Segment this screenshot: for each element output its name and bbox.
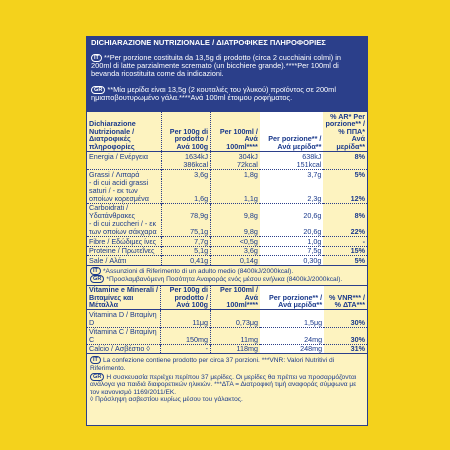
value-pct: 31% — [324, 344, 367, 353]
reference-intake-note — [87, 265, 367, 285]
value-100ml: 9,8g — [211, 220, 260, 237]
footer-note-it — [90, 356, 364, 372]
vitamins-header-pct: % VNR*** / % ΔΤΑ*** — [324, 285, 367, 310]
reference-text-it: *Assunzioni di Riferimento di un adulto medio (8400kJ/2000kcal). — [102, 267, 294, 275]
value-100g: 0,41g — [161, 256, 210, 265]
nutrient-name: Fibre / Εδώδιμες ίνες — [87, 237, 161, 247]
value-pct: 22% — [350, 226, 365, 236]
vitamins-header-100g: Per 100g di prodotto / Ανά 100g — [161, 285, 211, 310]
nutrient-name: Energia / Ενέργεια — [87, 152, 161, 161]
nutrient-name: Carboidrati / Υδατάνθρακες — [87, 203, 161, 220]
footer-text-gr: Η συσκευασία περιέχει περίπου 37 μερίδες. Οι μερίδες θα πρέπει να προσαρμόζονται ανάλογα για παιδιά διαφορετικών ηλικιών. ***ΔΤΑ = Διατροφική τιμή αναφοράς σύμφωνα με τον κανονισμό 1169/2011/ΕΚ. — [90, 373, 357, 396]
value-portion: 0,30g — [260, 256, 324, 265]
value-portion: 20,6g — [260, 220, 324, 237]
nutrient-name: - di cui acidi grassi saturi / - εκ των οποίων κορεσμένα — [89, 178, 149, 203]
label-header — [87, 37, 367, 112]
language-code-it: IT — [90, 267, 101, 275]
value-100g: 11μg — [161, 310, 211, 327]
footer-note-gr — [90, 373, 364, 397]
table-row — [87, 161, 367, 170]
nutrient-name — [87, 161, 161, 170]
value-100ml: 1,8g — [211, 170, 260, 179]
table-row — [87, 327, 367, 344]
value-100ml: 0,73μg — [211, 310, 260, 327]
value-100ml: 118mg — [211, 344, 260, 353]
table-row — [87, 203, 367, 220]
vitamins-table — [87, 285, 367, 354]
nutrition-header-100ml: Per 100ml / Ανά 100ml**** — [211, 112, 260, 151]
value-100g: 386kcal — [161, 161, 210, 170]
table-row — [87, 344, 367, 353]
value-pct: 5% — [323, 256, 367, 265]
table-row — [87, 310, 367, 327]
value-100g: - — [161, 344, 211, 353]
value-portion: 2,3g — [260, 179, 324, 203]
nutrient-name: Grassi / Λιπαρά — [87, 170, 161, 179]
reference-text-gr: *Προσλαμβανόμενη Ποσότητα Αναφοράς ενός μέσου ενήλικα (8400kJ/2000kcal). — [106, 276, 343, 284]
header-note-gr — [91, 86, 363, 102]
language-code-gr: GR — [90, 373, 104, 381]
header-text-it: **Per porzione costituita da 13,5g di prodotto (circa 2 cucchiaini colmi) in 200ml di latte parzialmente scremato (un bicchiere grande).****Per 100ml di bevanda ricostituita come da indicazioni. — [91, 53, 342, 79]
value-100ml: 9,8g — [211, 203, 260, 220]
vitamins-header-name: Vitamine e Minerali / Βιταμίνες και Μέταλλα — [87, 285, 161, 310]
value-100g: 1634kJ — [161, 152, 210, 161]
nutrition-header-100g: Per 100g di prodotto / Ανά 100g — [161, 112, 210, 151]
nutrient-name: - di cui zuccheri / - εκ των οποίων σάκχαρα — [89, 219, 157, 236]
value-100ml: 304kJ — [211, 152, 260, 161]
value-pct: 15% — [323, 246, 367, 256]
value-portion: 638kJ — [260, 152, 324, 161]
value-pct: 12% — [350, 193, 365, 203]
value-100g: 3,6g — [161, 170, 210, 179]
value-100g: 7,7g — [161, 237, 210, 247]
header-text-gr: **Μία μερίδα είναι 13,5g (2 κουταλιές του γλυκού) προϊόντος σε 200ml ημιαποβουτυρωμένο γάλα.****Ανά 100ml έτοιμου ροφήματος. — [91, 84, 336, 102]
calcium-note: ◊ Πρόσληψη ασβεστίου κυρίως μέσου του γάλακτος. — [90, 396, 243, 404]
language-code-gr: GR — [91, 86, 105, 94]
value-100ml: 1,1g — [211, 179, 260, 203]
nutrient-name: Sale / Αλάτι — [87, 256, 161, 265]
value-100g: 75,1g — [161, 220, 210, 237]
value-100g: 150mg — [161, 327, 211, 344]
label-title: DICHIARAZIONE NUTRIZIONALE / ΔΙΑΤΡΟΦΙΚΕΣ ΠΛΗΡΟΦΟΡΙΕΣ — [91, 38, 326, 47]
value-pct: 30% — [324, 310, 367, 327]
reference-note-it — [90, 267, 364, 275]
value-portion: 248mg — [260, 344, 324, 353]
value-100g: 1,6g — [161, 179, 210, 203]
value-pct — [323, 161, 367, 170]
vitamin-name: Vitamina D / Βιταμίνη D — [87, 310, 161, 327]
vitamins-header-100ml: Per 100ml / Ανά 100ml**** — [211, 285, 260, 310]
table-row — [87, 179, 367, 203]
value-portion: 20,6g — [260, 203, 324, 220]
nutrition-header-pct: % AR* Per porzione** / % ΠΠΑ* Ανά μερίδα** — [325, 111, 365, 152]
table-row — [87, 256, 367, 265]
value-pct: 8% — [323, 203, 367, 220]
header-note-it — [91, 54, 363, 78]
table-row — [87, 246, 367, 256]
value-portion: 24mg — [260, 327, 324, 344]
value-100ml: 0,14g — [211, 256, 260, 265]
value-portion: 1,5μg — [260, 310, 324, 327]
nutrient-name: Proteine / Πρωτεΐνες — [87, 246, 161, 256]
vitamin-name: Vitamina C / Βιταμίνη C — [87, 327, 161, 344]
value-100g: 5,1g — [161, 246, 210, 256]
value-100ml: 3,6g — [211, 246, 260, 256]
label-footer — [87, 353, 367, 406]
value-pct: 30% — [324, 327, 367, 344]
value-100g: 78,9g — [161, 203, 210, 220]
nutrition-header-name: Dichiarazione Nutrizionale / Διατροφικές πληροφορίες — [89, 119, 136, 152]
table-row — [87, 220, 367, 237]
table-row — [87, 152, 367, 161]
value-pct: 8% — [323, 152, 367, 161]
nutrition-header-portion: Per porzione** / Ανά μερίδα** — [260, 112, 324, 151]
value-100ml: <0,5g — [211, 237, 260, 247]
value-portion: 151kcal — [260, 161, 324, 170]
language-code-gr: GR — [90, 275, 104, 283]
footer-text-it: La confezione contiene prodotto per circa 37 porzioni. ***VNR: Valori Nutritivi di Riferimento. — [90, 357, 335, 373]
reference-note-gr — [90, 275, 364, 283]
value-pct: - — [323, 237, 367, 247]
vitamin-name: Calcio / Ασβέστιο ◊ — [87, 344, 161, 353]
language-code-it: IT — [90, 356, 101, 364]
value-100ml: 11mg — [211, 327, 260, 344]
vitamins-header-portion: Per porzione** / Ανά μερίδα** — [260, 285, 324, 310]
language-code-it: IT — [91, 54, 102, 62]
value-pct: 5% — [323, 170, 367, 179]
table-row — [87, 237, 367, 247]
value-portion: 3,7g — [260, 170, 324, 179]
value-portion: 7,5g — [260, 246, 324, 256]
nutrition-table — [87, 112, 367, 265]
nutrition-label — [86, 36, 368, 426]
value-portion: 1,0g — [260, 237, 324, 247]
value-100ml: 72kcal — [211, 161, 260, 170]
